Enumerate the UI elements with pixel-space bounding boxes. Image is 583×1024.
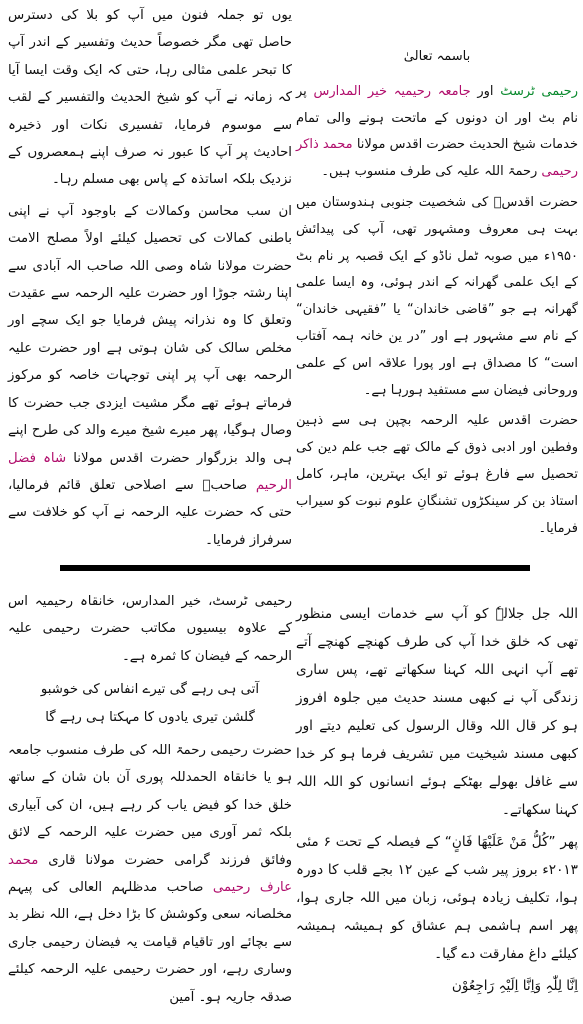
intro-text-1: پر نام بٹ اور ان دونوں کے ماتحت ہونے والی تمام خدمات شیخ الحدیث حضرت اقدس مولانا	[296, 83, 579, 153]
demise-paragraph: پھر ”کُلُّ مَنْ عَلَیْھَا فَانٍ“ کے فیصلہ کے تحت ۶ مئی ۲۰۱۳ء بروز پیر شب کے عین ۱۲ بجے قلب کا دورہ ہوا، تکلیف زیادہ ہوئی، زبان میں اللہ جاری ہوا، پھر اسم ہاشمی ہم عشاق کو ہمیشہ ہمیشہ کیلئے داغ مفارقت دے گیا۔	[296, 834, 578, 962]
mastery-paragraph: یوں تو جملہ فنون میں آپ کو بلا کی دسترس حاصل تھی مگر خصوصاً حدیث وتفسیر کے اندر آپ کا تبحر علمی مثالی رہا، حتی کہ ایک وقت ایسا آیا کہ زمانہ نے آپ کو شیخ الحدیث والتفسیر کے لقب سے موسوم فرمایا، تفسیری نکات اور ذخیرہ احادیث پر آپ کا عبور نہ صرف اپنے ہمعصروں کے نزدیک بلکہ اساتذہ کے پاس بھی مسلم رہا۔	[8, 8, 292, 188]
column-bottom-left	[8, 588, 292, 1011]
legacy-text-2: صاحب مدظلہم العالی کی پیہم مخلصانہ سعی وکوشش کا بڑا دخل ہے، اللہ نظر بد سے بچائے اور تاقیام قیامت یہ فیضان رحیمی جاری وساری رہے، اور حضرت رحیمی علیہ الرحمہ کیلئے صدقہ جاریہ ہو۔ آمین	[8, 880, 292, 1005]
bismihi-heading: باسمہ تعالیٰ	[403, 49, 471, 64]
section-divider	[60, 565, 530, 571]
biography-paragraph: حضرت اقدسؒ کی شخصیت جنوبی ہندوستان میں بہت ہی معروف ومشہور تھی، آپ کی پیدائش ۱۹۵۰ء میں صوبہ ٹمل ناڈو کے ایک قصبہ پر نام بٹ کے ایک علمی گھرانہ کے اندر ہوئی، وہ ایسا علمی گھرانہ ہے جو ”قاضی خاندان“ یا ”فقیہی خاندان“ کے نام سے مشہور ہے اور ”در ین خانہ ہمہ آفتاب است“ کا مصداق ہے اور پورا علاقہ اس کے علمی وروحانی فیضان سے مستفید ہورہا ہے۔	[296, 194, 578, 398]
spiritual-paragraph	[8, 198, 292, 554]
spiritual-text-2: صاحبؒ سے اصلاحی تعلق قائم فرمالیا، حتی کہ حضرت علیہ الرحمہ نے آپ کو خلافت سے سرفراز فرمایا۔	[8, 477, 292, 548]
jamia-name: جامعہ رحیمیہ خیر المدارس	[313, 83, 471, 99]
column-bottom-right	[296, 600, 578, 1000]
column-top-left	[8, 2, 292, 554]
son-name: محمد عارف رحیمی	[8, 852, 293, 896]
legacy-paragraph	[8, 737, 292, 1011]
poem-line-2: گلشن تیری یادوں کا مہکتا ہی رہے گا	[45, 709, 255, 725]
inna-lillah-line: اِنَّا لِلّٰہِ وَاِنَّا اِلَیْہِ رَاجِعُوْن	[451, 978, 578, 994]
intro-paragraph	[296, 79, 578, 186]
education-paragraph: حضرت اقدس علیہ الرحمہ بچپن ہی سے ذہین وفطین اور ادبی ذوق کے مالک تھے جب علم دین کی تحصیل سے فارغ ہوئے تو ایک بہترین، ماہر، کامل استاذ بن کر سینکڑوں تشنگانِ علوم نبوت کو سیراب فرمایا۔	[296, 413, 578, 536]
trust-name: رحیمی ٹرسٹ	[500, 83, 578, 99]
poem-line-1: آتی ہی رہے گی تیرے انفاس کی خوشبو	[40, 682, 260, 698]
poem-couplet	[8, 676, 292, 731]
father-name: شاہ فضل الرحیم	[8, 450, 292, 493]
sheikh-name: محمد ذاکر رحیمی	[296, 137, 578, 180]
service-paragraph: اللہ جل جلالہٗ کو آپ سے خدمات ایسی منظور تھی کہ خلق خدا آپ کی طرف کھنچے کھنچے آتے تھے آپ انہی اللہ کہنا سکھاتے تھے، پس ساری زندگی آپ نے کبھی مسند حدیث میں جلوہ افروز ہو کر قال اللہ وقال الرسول کی تعلیم دیتے اور کبھی مسند شیخیت میں تشریف فرما ہو کر خدا سے غافل بھولے بھٹکے ہوئے انسانوں کو اللہ اللہ کہنا سکھاتے۔	[296, 606, 578, 818]
intro-text-2: رحمۃ اللہ علیہ کی طرف منسوب ہیں۔	[321, 164, 542, 180]
conjunction-and: اور	[477, 83, 494, 99]
institutions-paragraph: رحیمی ٹرسٹ، خیر المدارس، خانقاہ رحیمیہ اس کے علاوہ بیسیوں مکاتب حضرت رحیمی علیہ الرحمہ کے فیضان کا ثمرہ ہے۔	[8, 594, 292, 664]
column-top-right	[296, 44, 578, 542]
legacy-text-1: حضرت رحیمی رحمۃ اللہ کی طرف منسوب جامعہ ہو یا خانقاہ الحمدللہ پوری آن بان شان کے ساتھ خلق خدا کو فیض یاب کر رہے ہیں، ان کی آبیاری بلکہ ثمر آوری میں حضرت علیہ الرحمہ کے لائق وفائق فرزند گرامی حضرت مولانا قاری	[8, 743, 292, 868]
spiritual-text-1: ان سب محاسن وکمالات کے باوجود آپ نے اپنی باطنی کمالات کی تحصیل کیلئے اولاً مصلح الامت حضرت مولانا شاہ وصی اللہ صاحب الہ آبادی سے اپنا رشتہ جوڑا اور حضرت علیہ الرحمہ سے عقیدت وتعلق کا وہ نذرانہ پیش فرمایا جو ایک سچے اور مخلص سالک کی شان ہوتی ہے اور حضرت علیہ الرحمہ بھی آپ پر اپنی توجہات خاصہ کو مرکوز فرماتے ہوئے تھے مگر مشیت ایزدی جب حضرت کا وصال ہوگیا، پھر میرے شیخ میرے والد کی طرح اپنے ہی والد بزرگوار حضرت اقدس مولانا	[8, 203, 292, 466]
